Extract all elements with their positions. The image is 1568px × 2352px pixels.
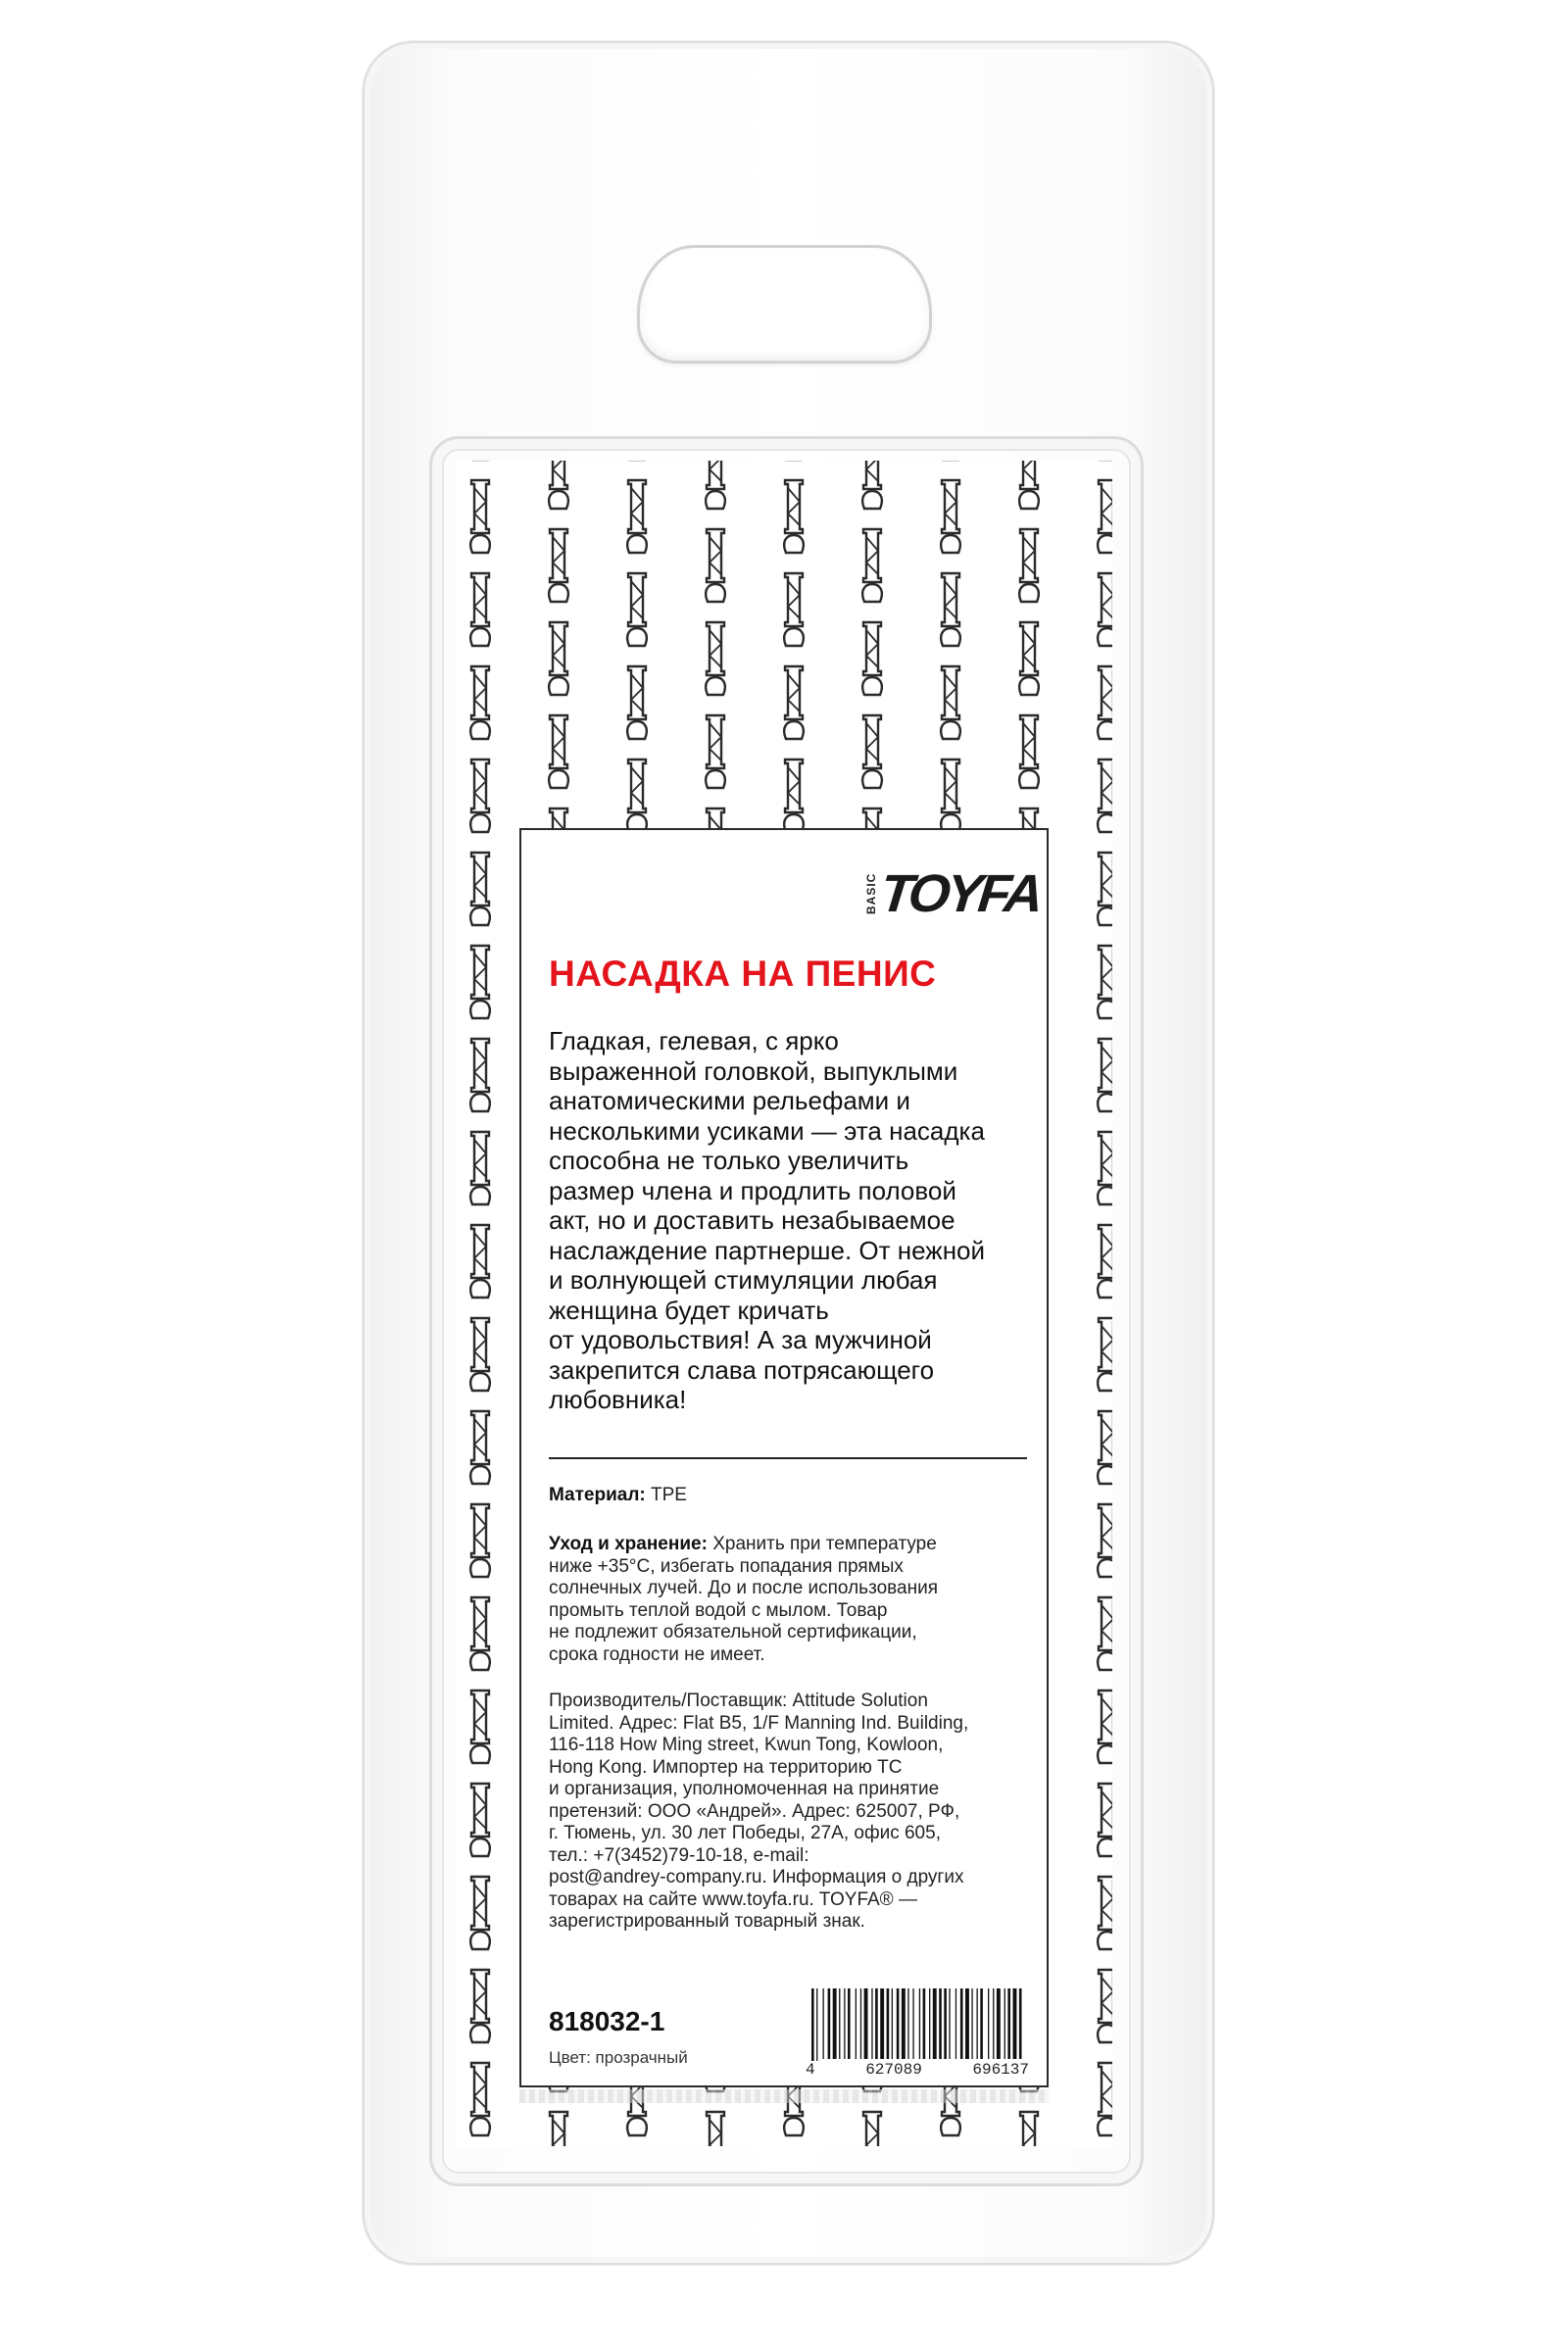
care-line: Хранить при температуре: [712, 1534, 937, 1554]
line-art-product-icon: [470, 1690, 490, 1763]
logo-basic-text: BASIC: [864, 872, 878, 915]
line-art-product-icon: [470, 760, 490, 832]
line-art-product-icon: [470, 1225, 490, 1298]
manufacturer-info: [549, 1690, 1029, 1934]
line-art-product-icon: [862, 622, 882, 695]
care-label: Уход и хранение:: [549, 1534, 708, 1554]
care-line: промыть теплой водой с мылом. Товар: [549, 1599, 888, 1621]
line-art-product-icon: [941, 760, 960, 832]
care-line: не подлежит обязательной сертификации,: [549, 1622, 917, 1642]
line-art-product-icon: [706, 2112, 725, 2146]
barcode-bar: [1004, 1988, 1005, 2059]
line-art-product-icon: [470, 1877, 490, 1949]
line-art-product-icon: [549, 461, 568, 509]
description-line: закрепится слава потрясающего: [549, 1354, 935, 1385]
line-art-product-icon: [549, 529, 568, 602]
line-art-product-icon: [470, 573, 490, 646]
barcode-bar: [912, 1988, 913, 2059]
barcode-bar: [949, 1988, 950, 2059]
line-art-product-icon: [470, 1504, 490, 1577]
manufacturer-line: тел.: +7(3452)79-10-18, e-mail:: [549, 1844, 809, 1866]
barcode-bar: [923, 1988, 926, 2059]
care-line: срока годности не имеет.: [549, 1643, 765, 1665]
line-art-product-icon: [706, 715, 725, 788]
line-art-product-icon: [1098, 1039, 1112, 1111]
line-art-product-icon: [1019, 2112, 1039, 2146]
description-line: от удовольствия! А за мужчиной: [549, 1325, 932, 1354]
line-art-product-icon: [627, 480, 647, 553]
line-art-product-icon: [470, 666, 490, 739]
barcode-bar: [929, 1988, 930, 2059]
barcode-bar: [880, 1988, 884, 2059]
logo-wordmark: TOYFA: [877, 864, 1043, 923]
line-art-product-icon: [470, 853, 490, 925]
barcode-bar: [860, 1988, 861, 2059]
barcode-bar: [887, 1988, 890, 2059]
manufacturer-line: 116-118 How Ming street, Kwun Tong, Kowloon,: [549, 1735, 944, 1755]
barcode-bar: [933, 1988, 937, 2059]
line-art-product-icon: [706, 529, 725, 602]
barcode-bars: [806, 1988, 1029, 2065]
line-art-product-icon: [1098, 1318, 1112, 1391]
line-art-product-icon: [1098, 1970, 1112, 2042]
manufacturer-line: претензий: ООО «Андрей». Адрес: 625007, РФ,: [549, 1800, 960, 1822]
barcode-digit-group: 696137: [972, 2061, 1029, 2079]
line-art-product-icon: [470, 1597, 490, 1670]
barcode-digit-group: 627089: [865, 2061, 922, 2079]
barcode-bar: [944, 1988, 947, 2059]
barcode-digit-group: 4: [806, 2061, 815, 2079]
line-art-product-icon: [470, 1039, 490, 1111]
line-art-product-icon: [1019, 461, 1039, 509]
line-art-product-icon: [941, 666, 960, 739]
description-line: акт, но и доставить незабываемое: [549, 1205, 956, 1235]
line-art-product-icon: [627, 666, 647, 739]
barcode-bar: [871, 1988, 872, 2059]
barcode-bar: [988, 1988, 989, 2059]
barcode-bar: [1007, 1988, 1010, 2059]
barcode-bar: [875, 1988, 878, 2059]
description-line: выраженной головкой, выпуклыми: [549, 1055, 958, 1086]
line-art-product-icon: [706, 461, 725, 509]
manufacturer-line: товарах на сайте www.toyfa.ru. TOYFA® —: [549, 1888, 917, 1910]
line-art-product-icon: [1098, 1690, 1112, 1763]
manufacturer-line: г. Тюмень, ул. 30 лет Победы, 27А, офис 605,: [549, 1823, 941, 1843]
manufacturer-line: зарегистрированный товарный знак.: [549, 1911, 865, 1932]
line-art-product-icon: [1019, 529, 1039, 602]
line-art-product-icon: [470, 1318, 490, 1391]
line-art-product-icon: [470, 1411, 490, 1484]
description-line: способна не только увеличить: [549, 1146, 909, 1175]
material-label: Материал:: [549, 1485, 646, 1505]
barcode-bar: [828, 1988, 831, 2059]
line-art-product-icon: [862, 461, 882, 509]
barcode-bar: [844, 1988, 845, 2059]
barcode-bar: [897, 1988, 900, 2059]
product-title: НАСАДКА НА ПЕНИС: [549, 954, 937, 994]
manufacturer-line: Limited. Адрес: Flat B5, 1/F Manning Ind. Building,: [549, 1712, 969, 1734]
barcode-bar: [902, 1988, 906, 2059]
line-art-product-icon: [1098, 760, 1112, 832]
description-line: женщина будет кричать: [549, 1295, 829, 1325]
product-label: [519, 828, 1049, 2087]
barcode-bar: [864, 1988, 868, 2059]
care-line: ниже +35°С, избегать попадания прямых: [549, 1555, 904, 1577]
barcode-bar: [965, 1988, 969, 2059]
barcode-bar: [892, 1988, 893, 2059]
line-art-product-icon: [470, 2063, 490, 2135]
line-art-product-icon: [784, 666, 804, 739]
material-value: TPE: [651, 1485, 687, 1505]
manufacturer-line: и организация, уполномоченная на принятие: [549, 1779, 940, 1799]
line-art-product-icon: [1098, 1225, 1112, 1298]
barcode-bar: [907, 1988, 908, 2059]
line-art-product-icon: [1098, 2063, 1112, 2135]
barcode-bar: [977, 1988, 978, 2059]
description-line: и волнующей стимуляции любая: [549, 1265, 938, 1295]
line-art-product-icon: [784, 573, 804, 646]
manufacturer-line: Hong Kong. Импортер на территорию ТС: [549, 1756, 903, 1778]
divider: [549, 1457, 1027, 1459]
line-art-product-icon: [1019, 715, 1039, 788]
line-art-product-icon: [549, 2112, 568, 2146]
manufacturer-line: post@andrey-company.ru. Информация о других: [549, 1867, 964, 1887]
line-art-product-icon: [470, 1784, 490, 1856]
description-line: анатомическими рельефами и: [549, 1086, 910, 1115]
barcode: [806, 1988, 1029, 2082]
barcode-bar: [971, 1988, 972, 2059]
line-art-product-icon: [627, 573, 647, 646]
description-line: любовника!: [549, 1385, 687, 1414]
line-art-product-icon: [1098, 946, 1112, 1018]
line-art-product-icon: [470, 1970, 490, 2042]
description-line: размер члена и продлить половой: [549, 1175, 956, 1205]
barcode-bar: [1013, 1988, 1017, 2059]
barcode-bar: [960, 1988, 963, 2059]
barcode-bar: [856, 1988, 857, 2059]
line-art-product-icon: [1098, 1132, 1112, 1204]
barcode-bar: [833, 1988, 837, 2059]
line-art-product-icon: [627, 760, 647, 832]
brand-logo: [864, 864, 1043, 923]
line-art-product-icon: [470, 946, 490, 1018]
care-line: солнечных лучей. До и после использования: [549, 1578, 938, 1598]
material-info: [549, 1485, 1029, 1507]
barcode-bar: [848, 1988, 851, 2059]
line-art-product-icon: [862, 529, 882, 602]
description-line: наслаждение партнерше. От нежной: [549, 1235, 986, 1265]
barcode-bar: [811, 1988, 814, 2065]
line-art-product-icon: [1098, 1597, 1112, 1670]
manufacturer-line: Производитель/Поставщик: Attitude Solution: [549, 1690, 928, 1711]
barcode-bar: [919, 1988, 920, 2059]
description-line: несколькими усиками — эта насадка: [549, 1115, 985, 1146]
line-art-product-icon: [470, 1132, 490, 1204]
line-art-product-icon: [941, 573, 960, 646]
line-art-product-icon: [862, 715, 882, 788]
line-art-product-icon: [1019, 622, 1039, 695]
barcode-bar: [816, 1988, 817, 2065]
hang-hole-icon: [637, 245, 932, 364]
line-art-product-icon: [1098, 1784, 1112, 1856]
product-description: [549, 1026, 1029, 1415]
line-art-product-icon: [549, 622, 568, 695]
sku-number: 818032-1: [549, 2006, 665, 2036]
line-art-product-icon: [1098, 666, 1112, 739]
barcode-digits: [806, 2061, 1029, 2082]
line-art-product-icon: [706, 622, 725, 695]
barcode-bar: [823, 1988, 824, 2059]
line-art-product-icon: [1098, 480, 1112, 553]
line-art-product-icon: [1098, 1504, 1112, 1577]
line-art-product-icon: [470, 480, 490, 553]
care-info: [549, 1534, 1029, 1666]
barcode-bar: [939, 1988, 942, 2059]
barcode-bar: [993, 1988, 994, 2059]
line-art-product-icon: [862, 2112, 882, 2146]
barcode-bar: [839, 1988, 840, 2059]
line-art-product-icon: [1098, 853, 1112, 925]
line-art-product-icon: [941, 480, 960, 553]
line-art-product-icon: [1098, 573, 1112, 646]
barcode-bar: [1019, 1988, 1022, 2059]
line-art-product-icon: [1098, 1877, 1112, 1949]
barcode-bar: [980, 1988, 983, 2059]
line-art-product-icon: [1098, 1411, 1112, 1484]
barcode-bar: [997, 1988, 1001, 2059]
color-text: Цвет: прозрачный: [549, 2048, 688, 2067]
line-art-product-icon: [784, 760, 804, 832]
description-line: Гладкая, гелевая, с ярко: [549, 1026, 839, 1055]
line-art-product-icon: [784, 480, 804, 553]
tray-bottom-reflection: [519, 2089, 1049, 2103]
line-art-product-icon: [549, 715, 568, 788]
